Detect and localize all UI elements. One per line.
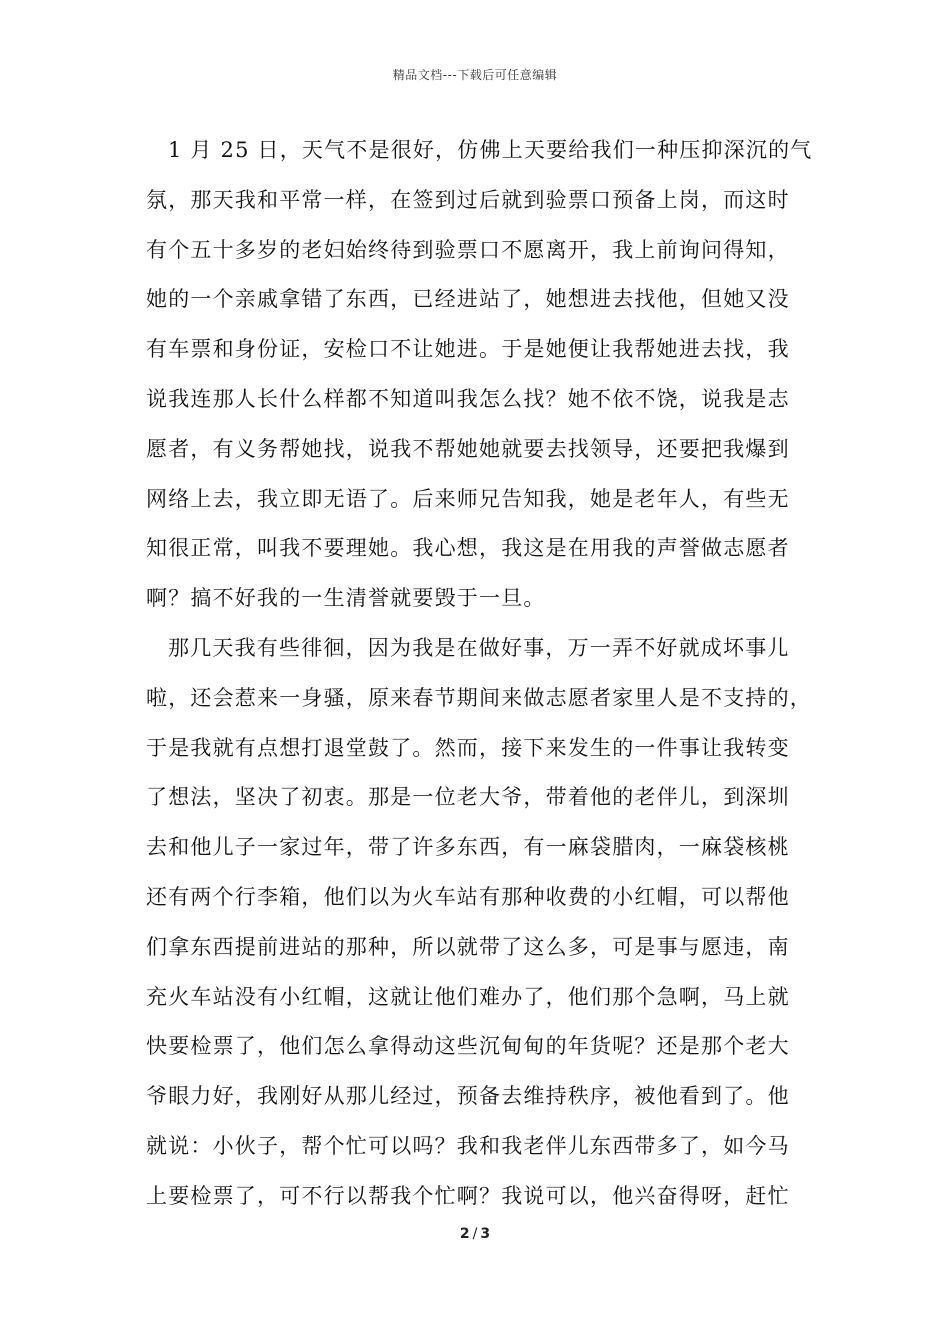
text-line: 她的一个亲戚拿错了东西，已经进站了，她想进去找他，但她又没 xyxy=(146,287,790,312)
text-line: 就说：小伙子，帮个忙可以吗？我和我老伴儿东西带多了，如今马 xyxy=(146,1133,790,1158)
document-body xyxy=(146,126,814,1222)
text-line: 还有两个行李箱，他们以为火车站有那种收费的小红帽，可以帮他 xyxy=(146,884,790,909)
text-line: 充火车站没有小红帽，这就让他们难办了，他们那个急啊，马上就 xyxy=(146,984,790,1009)
page-total: 3 xyxy=(480,1226,491,1242)
text-line: 愿者，有义务帮她找，说我不帮她她就要去找领导，还要把我爆到 xyxy=(146,436,790,461)
text-line: 啊？搞不好我的一生清誉就要毁于一旦。 xyxy=(146,586,546,611)
text-line: 上要检票了，可不行以帮我个忙啊？我说可以，他兴奋得呀，赶忙 xyxy=(146,1183,790,1208)
text-line: 啦，还会惹来一身骚，原来春节期间来做志愿者家里人是不支持的， xyxy=(146,685,812,710)
text-line: 快要检票了，他们怎么拿得动这些沉甸甸的年货呢？还是那个老大 xyxy=(146,1034,790,1059)
page-separator: / xyxy=(472,1226,478,1242)
text-line: 知很正常，叫我不要理她。我心想，我这是在用我的声誉做志愿者 xyxy=(146,536,790,561)
text-line: 去和他儿子一家过年，带了许多东西，有一麻袋腊肉，一麻袋核桃 xyxy=(146,835,790,860)
text-line: 氛，那天我和平常一样，在签到过后就到验票口预备上岗，而这时 xyxy=(146,187,790,212)
page-number xyxy=(0,1226,950,1242)
page-header: 精品文档---下载后可任意编辑 xyxy=(392,68,558,82)
text-line: 说我连那人长什么样都不知道叫我怎么找？她不依不饶，说我是志 xyxy=(146,386,790,411)
text-line: 了想法，坚决了初衷。那是一位老大爷，带着他的老伴儿，到深圳 xyxy=(146,785,790,810)
text-line: 1 月 25 日，天气不是很好，仿佛上天要给我们一种压抑深沉的气 xyxy=(168,138,813,162)
text-line: 那几天我有些徘徊，因为我是在做好事，万一弄不好就成坏事儿 xyxy=(168,635,790,660)
text-line: 有车票和身份证，安检口不让她进。于是她便让我帮她进去找，我 xyxy=(146,337,790,362)
page-current: 2 xyxy=(459,1226,470,1242)
text-line: 网络上去，我立即无语了。后来师兄告知我，她是老年人，有些无 xyxy=(146,486,790,511)
text-line: 爷眼力好，我刚好从那儿经过，预备去维持秩序，被他看到了。他 xyxy=(146,1084,790,1109)
text-line: 于是我就有点想打退堂鼓了。然而，接下来发生的一件事让我转变 xyxy=(146,735,790,760)
text-line: 有个五十多岁的老妇始终待到验票口不愿离开，我上前询问得知， xyxy=(146,237,790,262)
text-line: 们拿东西提前进站的那种，所以就带了这么多，可是事与愿违，南 xyxy=(146,934,790,959)
